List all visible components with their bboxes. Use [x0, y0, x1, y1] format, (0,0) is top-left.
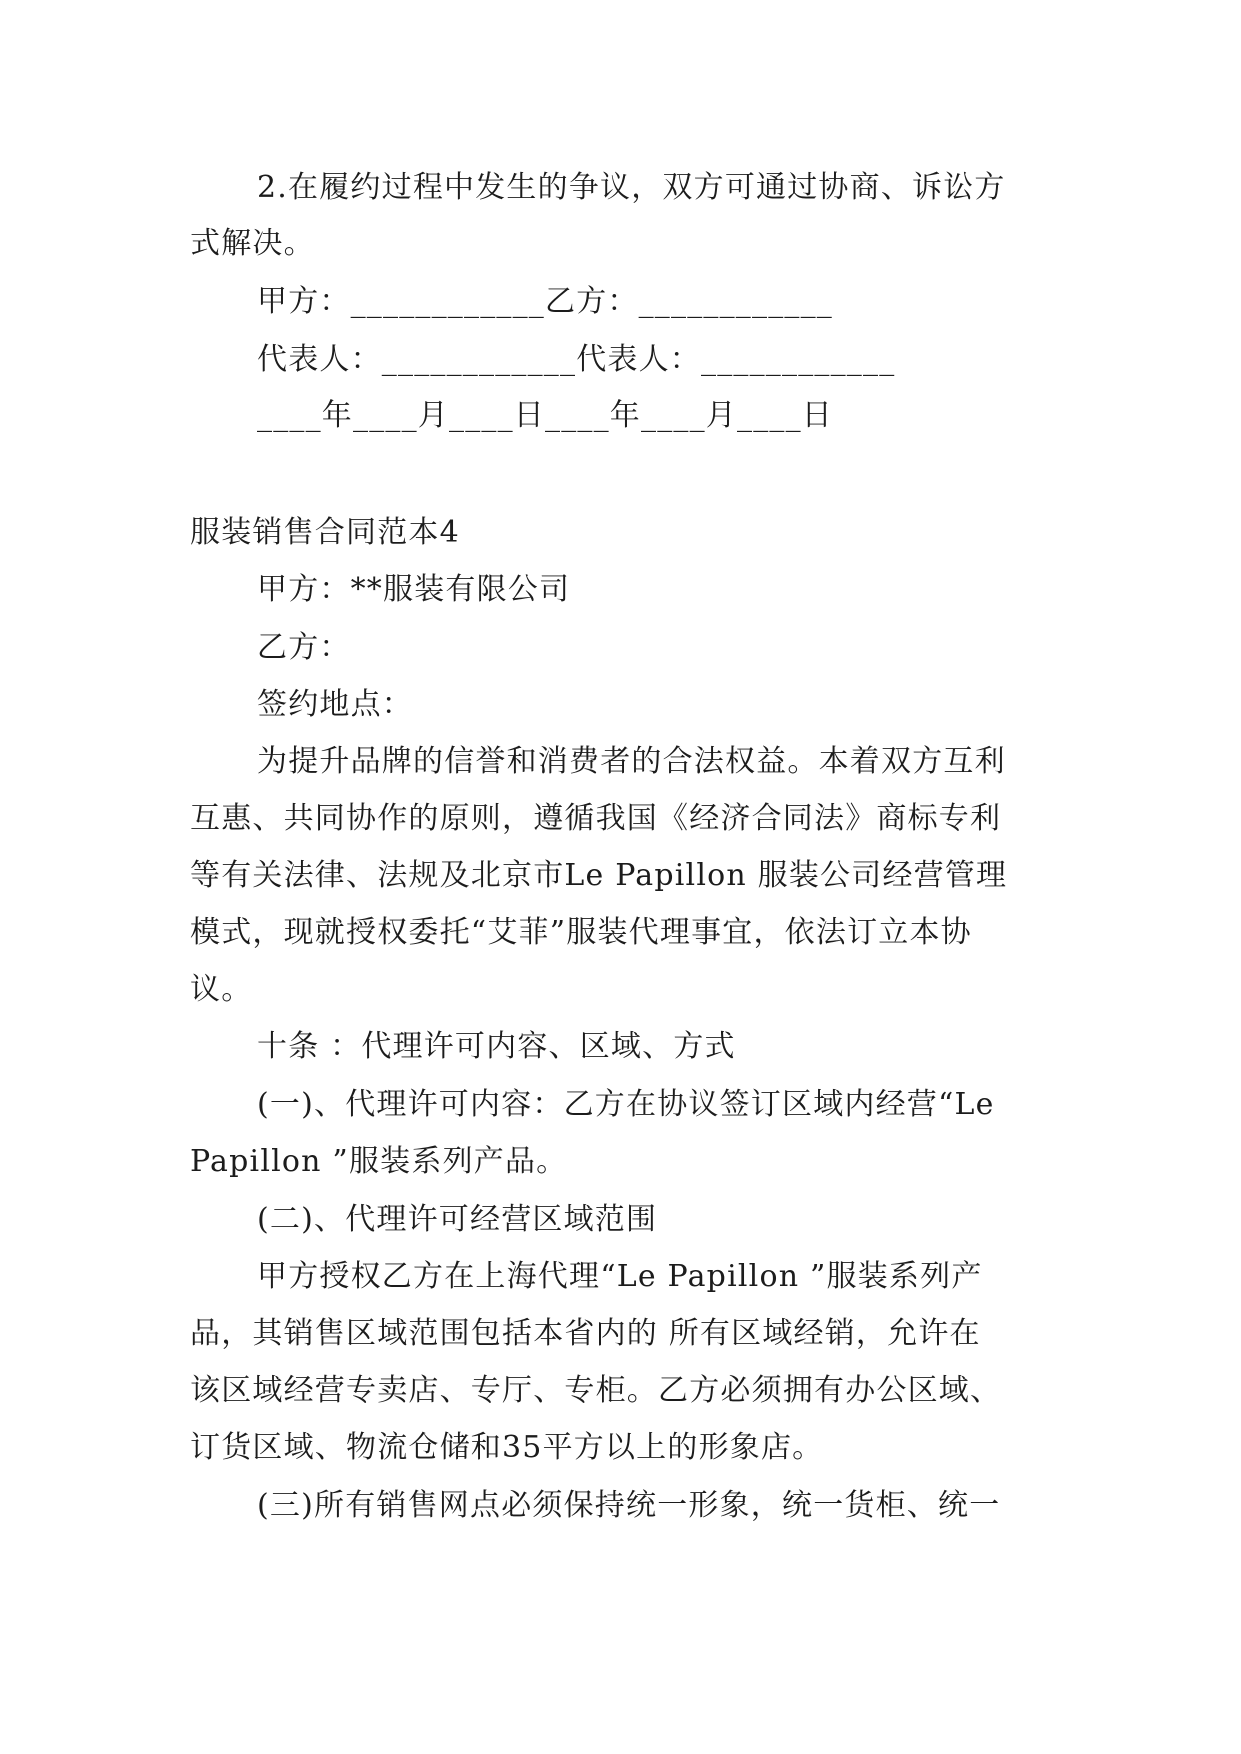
signature-representatives-line: 代表人：____________代表人：____________ [257, 342, 896, 377]
preamble-paragraph-line-4: 模式，现就授权委托“艾菲”服装代理事宜，依法订立本协 [190, 915, 972, 950]
territory-paragraph-line-2: 品，其销售区域范围包括本省内的 所有区域经销，允许在 [190, 1316, 981, 1351]
clause-2-dispute-resolution-line-2: 式解决。 [190, 226, 315, 261]
territory-paragraph-line-3: 该区域经营专卖店、专厅、专柜。乙方必须拥有办公区域、 [190, 1373, 1002, 1408]
signing-place-line: 签约地点： [257, 687, 413, 722]
preamble-paragraph-line-1: 为提升品牌的信誉和消费者的合法权益。本着双方互利 [257, 744, 1006, 779]
party-b-line: 乙方： [257, 630, 351, 665]
territory-paragraph-line-4: 订货区域、物流仓储和35平方以上的形象店。 [190, 1430, 824, 1465]
section-heading: 服装销售合同范本4 [190, 515, 460, 550]
article-heading: 十条 ：代理许可内容、区域、方式 [257, 1029, 736, 1064]
signature-parties-line: 甲方：____________乙方：____________ [257, 284, 833, 319]
preamble-paragraph-line-5: 议。 [190, 972, 253, 1007]
clause-2-dispute-resolution-line-1: 2.在履约过程中发生的争议，双方可通过协商、诉讼方 [257, 170, 1006, 205]
item-2-heading: (二)、代理许可经营区域范围 [257, 1202, 658, 1237]
preamble-paragraph-line-2: 互惠、共同协作的原则，遵循我国《经济合同法》商标专利 [190, 801, 1002, 836]
item-1-line-1: (一)、代理许可内容：乙方在协议签订区域内经营“Le [257, 1087, 995, 1122]
preamble-paragraph-line-3: 等有关法律、法规及北京市Le Papillon 服装公司经营管理 [190, 858, 1008, 893]
party-a-line: 甲方：**服装有限公司 [257, 572, 571, 607]
signature-date-line: ____年____月____日____年____月____日 [257, 398, 833, 433]
item-1-line-2: Papillon ”服装系列产品。 [190, 1144, 568, 1179]
territory-paragraph-line-1: 甲方授权乙方在上海代理“Le Papillon ”服装系列产 [257, 1259, 983, 1294]
item-3-line-1: (三)所有销售网点必须保持统一形象，统一货柜、统一 [257, 1488, 1001, 1523]
